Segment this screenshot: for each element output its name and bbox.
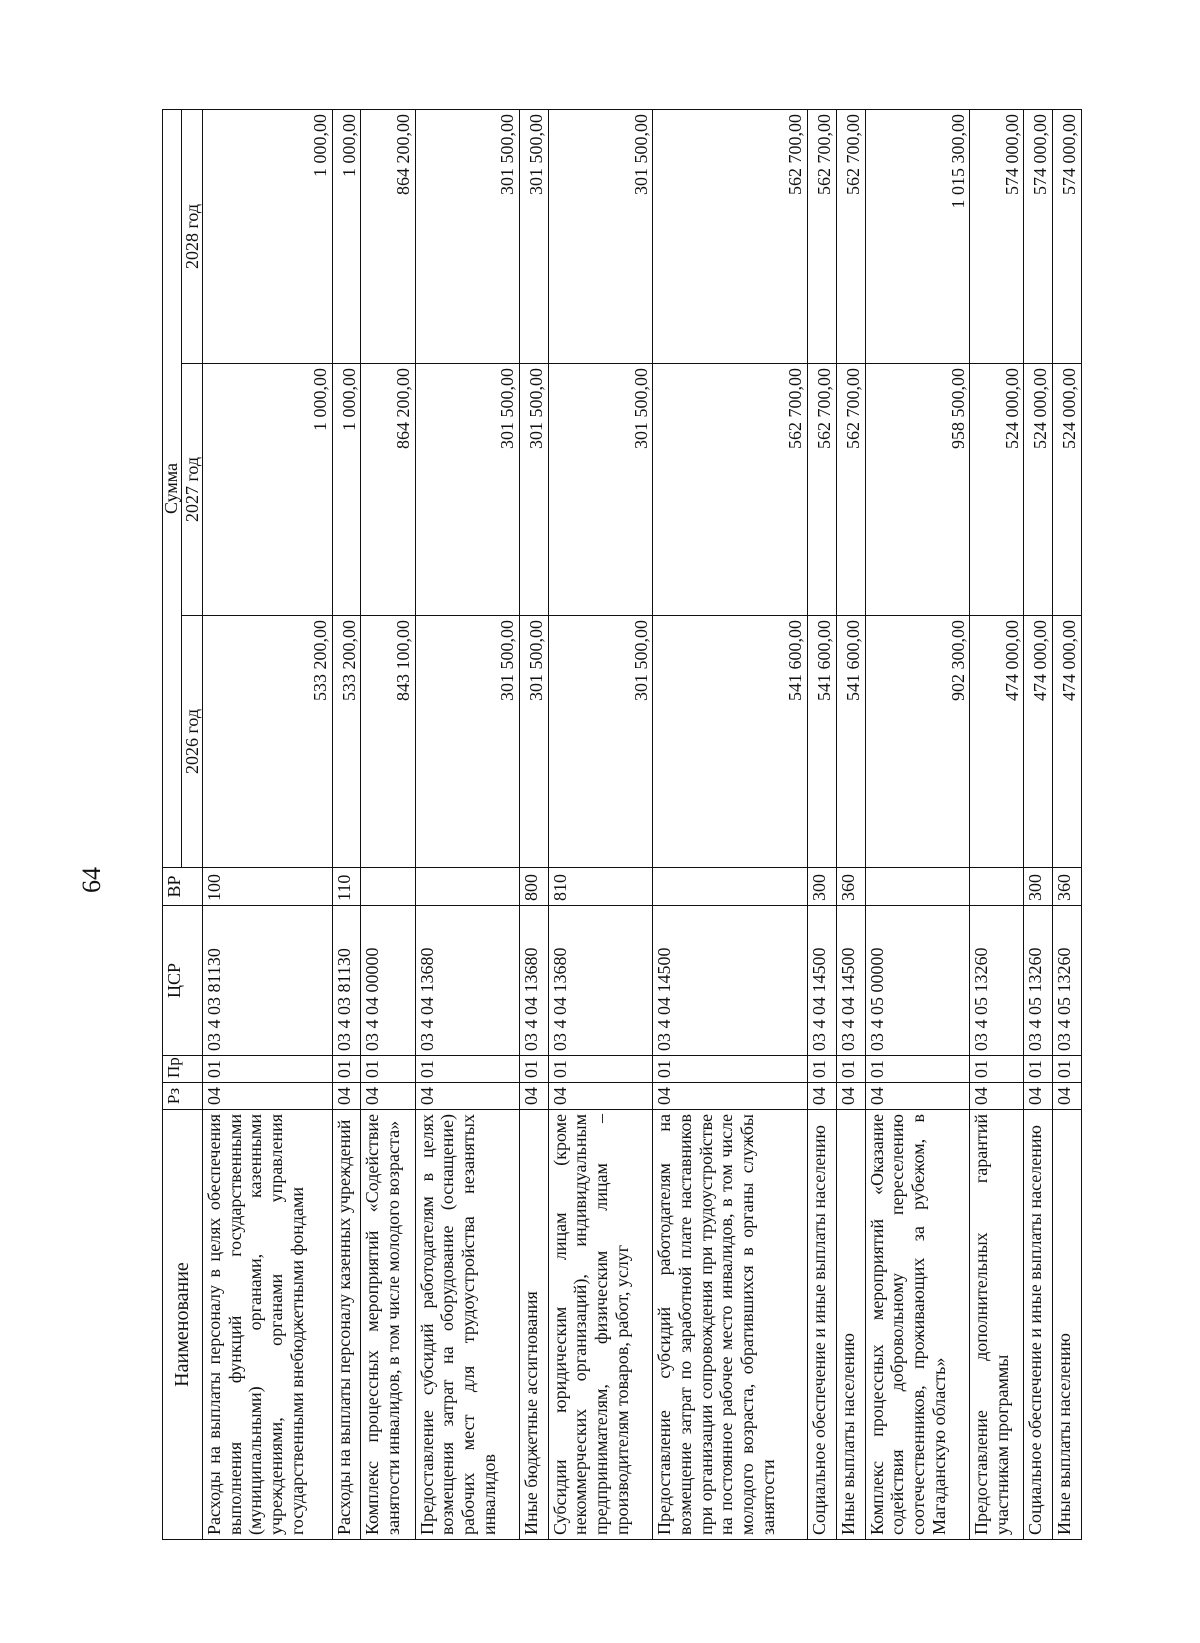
- header-csr: ЦСР: [163, 906, 203, 1056]
- row-2028: 562 700,00: [808, 109, 837, 363]
- row-rz: 04: [808, 1083, 837, 1110]
- row-csr: 03 4 03 81130: [332, 906, 361, 1056]
- row-2027: 1 000,00: [332, 364, 361, 616]
- table-row: [970, 109, 1024, 1539]
- row-csr: 03 4 05 00000: [865, 906, 969, 1056]
- row-vr: 300: [808, 868, 837, 906]
- table-row: [203, 109, 333, 1539]
- row-2027: 301 500,00: [415, 364, 519, 616]
- table-row: [1053, 109, 1082, 1539]
- row-csr: 03 4 04 13680: [519, 906, 548, 1056]
- row-rz: 04: [865, 1083, 969, 1110]
- row-2026: 301 500,00: [519, 616, 548, 868]
- row-rz: 04: [970, 1083, 1024, 1110]
- row-csr: 03 4 04 00000: [361, 906, 415, 1056]
- row-2028: 301 500,00: [415, 109, 519, 363]
- row-2026: 533 200,00: [332, 616, 361, 868]
- row-rz: 04: [519, 1083, 548, 1110]
- header-2026: 2026 год: [182, 616, 203, 868]
- row-pr: 01: [836, 1056, 865, 1083]
- row-rz: 04: [653, 1083, 808, 1110]
- row-vr: 360: [836, 868, 865, 906]
- row-pr: 01: [1053, 1056, 1082, 1083]
- row-name: Иные бюджетные ассигнования: [519, 1110, 548, 1540]
- row-csr: 03 4 04 14500: [808, 906, 837, 1056]
- row-rz: 04: [1024, 1083, 1053, 1110]
- row-name: Расходы на выплаты персоналу казенных учреждений: [332, 1110, 361, 1540]
- header-vr: ВР: [163, 868, 203, 906]
- row-pr: 01: [361, 1056, 415, 1083]
- row-2028: 1 015 300,00: [865, 109, 969, 363]
- row-2026: 843 100,00: [361, 616, 415, 868]
- row-2026: 474 000,00: [970, 616, 1024, 868]
- row-name: Иные выплаты населению: [836, 1110, 865, 1540]
- row-rz: 04: [1053, 1083, 1082, 1110]
- row-pr: 01: [1024, 1056, 1053, 1083]
- row-2026: 902 300,00: [865, 616, 969, 868]
- row-2027: 562 700,00: [653, 364, 808, 616]
- row-2027: 524 000,00: [1053, 364, 1082, 616]
- row-pr: 01: [808, 1056, 837, 1083]
- row-csr: 03 4 05 13260: [1024, 906, 1053, 1056]
- row-name: Предоставление субсидий работодателям на возмещение затрат по заработной плате наставников при организации сопровождения при трудоустройстве на постоянное рабочее место инвалидов, в том числе молодого возраста, обратившихся в органы службы занятости: [653, 1110, 808, 1540]
- row-2028: 1 000,00: [332, 109, 361, 363]
- row-vr: 800: [519, 868, 548, 906]
- row-vr: [361, 868, 415, 906]
- row-name: Расходы на выплаты персоналу в целях обеспечения выполнения функций государственными (муниципальными) органами, казенными учреждениями, органами управления государственными внебюджетными фондами: [203, 1110, 333, 1540]
- row-rz: 04: [836, 1083, 865, 1110]
- row-2028: 301 500,00: [548, 109, 652, 363]
- row-pr: 01: [865, 1056, 969, 1083]
- row-2027: 562 700,00: [808, 364, 837, 616]
- row-name: Иные выплаты населению: [1053, 1110, 1082, 1540]
- row-csr: 03 4 04 14500: [653, 906, 808, 1056]
- row-vr: [653, 868, 808, 906]
- row-2026: 474 000,00: [1024, 616, 1053, 868]
- budget-table: [162, 109, 1082, 1540]
- row-2028: 562 700,00: [836, 109, 865, 363]
- row-csr: 03 4 04 13680: [548, 906, 652, 1056]
- row-2028: 1 000,00: [203, 109, 333, 363]
- row-rz: 04: [548, 1083, 652, 1110]
- row-pr: 01: [332, 1056, 361, 1083]
- row-rz: 04: [332, 1083, 361, 1110]
- row-csr: 03 4 05 13260: [1053, 906, 1082, 1056]
- row-pr: 01: [653, 1056, 808, 1083]
- row-2027: 1 000,00: [203, 364, 333, 616]
- row-rz: 04: [361, 1083, 415, 1110]
- row-name: Субсидии юридическим лицам (кроме некоммерческих организаций), индивидуальным предпринимателям, физическим лицам – производителям товаров, работ, услуг: [548, 1110, 652, 1540]
- header-name: Наименование: [163, 1110, 203, 1540]
- header-2027: 2027 год: [182, 364, 203, 616]
- header-2028: 2028 год: [182, 109, 203, 363]
- row-2028: 562 700,00: [653, 109, 808, 363]
- row-2027: 562 700,00: [836, 364, 865, 616]
- row-csr: 03 4 03 81130: [203, 906, 333, 1056]
- row-rz: 04: [203, 1083, 333, 1110]
- row-name: Предоставление дополнительных гарантий участникам программы: [970, 1110, 1024, 1540]
- table-row: [519, 109, 548, 1539]
- table-row: [865, 109, 969, 1539]
- row-rz: 04: [415, 1083, 519, 1110]
- row-2027: 864 200,00: [361, 364, 415, 616]
- page-number: 64: [77, 867, 106, 893]
- row-2027: 524 000,00: [970, 364, 1024, 616]
- row-2026: 541 600,00: [808, 616, 837, 868]
- row-vr: 110: [332, 868, 361, 906]
- table-row: [808, 109, 837, 1539]
- row-2026: 301 500,00: [548, 616, 652, 868]
- row-csr: 03 4 04 14500: [836, 906, 865, 1056]
- row-name: Социальное обеспечение и иные выплаты населению: [1024, 1110, 1053, 1540]
- row-2026: 541 600,00: [653, 616, 808, 868]
- row-2027: 301 500,00: [519, 364, 548, 616]
- table-row: [332, 109, 361, 1539]
- row-pr: 01: [548, 1056, 652, 1083]
- row-2026: 474 000,00: [1053, 616, 1082, 868]
- row-name: Комплекс процессных мероприятий «Содействие занятости инвалидов, в том числе молодого возраста»: [361, 1110, 415, 1540]
- row-csr: 03 4 05 13260: [970, 906, 1024, 1056]
- row-name: Социальное обеспечение и иные выплаты населению: [808, 1110, 837, 1540]
- table-rotated-container: [162, 110, 1082, 1540]
- row-pr: 01: [203, 1056, 333, 1083]
- row-2026: 541 600,00: [836, 616, 865, 868]
- row-vr: [970, 868, 1024, 906]
- row-pr: 01: [970, 1056, 1024, 1083]
- row-2028: 574 000,00: [970, 109, 1024, 363]
- table-row: [548, 109, 652, 1539]
- header-rz: Рз: [163, 1083, 203, 1110]
- row-name: Предоставление субсидий работодателям в целях возмещения затрат на оборудование (оснащение) рабочих мест для трудоустройства незанятых инвалидов: [415, 1110, 519, 1540]
- row-2028: 574 000,00: [1024, 109, 1053, 363]
- row-2028: 574 000,00: [1053, 109, 1082, 363]
- table-row: [836, 109, 865, 1539]
- table-row: [653, 109, 808, 1539]
- row-vr: 360: [1053, 868, 1082, 906]
- row-vr: [865, 868, 969, 906]
- row-pr: 01: [415, 1056, 519, 1083]
- row-2027: 301 500,00: [548, 364, 652, 616]
- row-vr: 300: [1024, 868, 1053, 906]
- table-row: [415, 109, 519, 1539]
- table-row: [361, 109, 415, 1539]
- row-2026: 301 500,00: [415, 616, 519, 868]
- row-vr: 810: [548, 868, 652, 906]
- row-pr: 01: [519, 1056, 548, 1083]
- row-vr: [415, 868, 519, 906]
- header-pr: Пр: [163, 1056, 203, 1083]
- row-2027: 524 000,00: [1024, 364, 1053, 616]
- row-csr: 03 4 04 13680: [415, 906, 519, 1056]
- table-row: [1024, 109, 1053, 1539]
- row-2028: 301 500,00: [519, 109, 548, 363]
- header-sum: Сумма: [163, 109, 182, 867]
- row-2027: 958 500,00: [865, 364, 969, 616]
- row-name: Комплекс процессных мероприятий «Оказание содействия добровольному переселению соотечественников, проживающих за рубежом, в Магаданскую область»: [865, 1110, 969, 1540]
- row-vr: 100: [203, 868, 333, 906]
- row-2028: 864 200,00: [361, 109, 415, 363]
- row-2026: 533 200,00: [203, 616, 333, 868]
